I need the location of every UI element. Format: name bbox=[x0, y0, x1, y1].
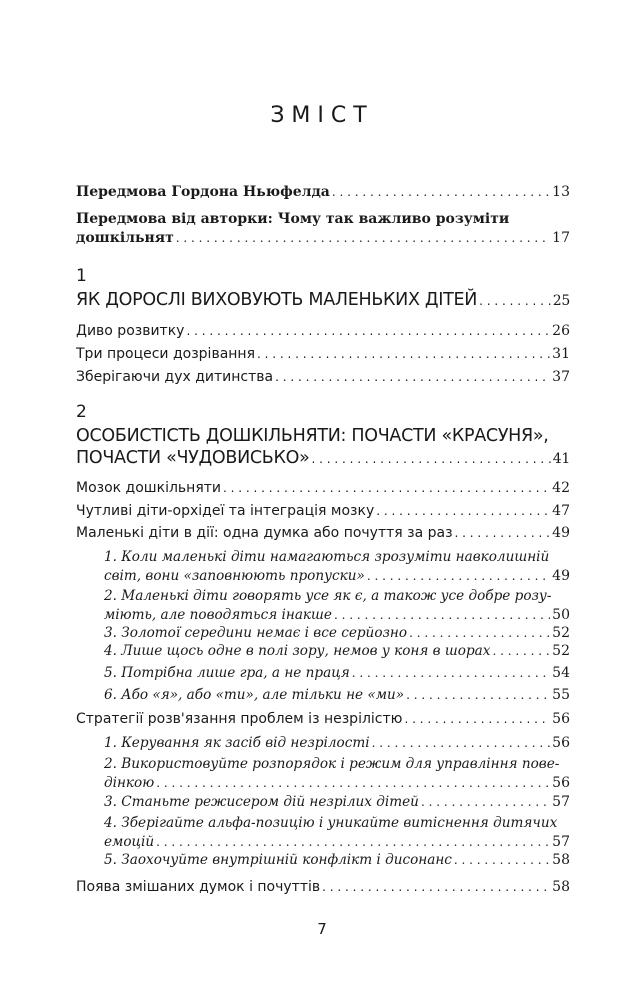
toc-page-number: 52 bbox=[552, 643, 570, 659]
toc-entry-title: Передмова Гордона Ньюфелда bbox=[76, 184, 330, 200]
dot-leader bbox=[275, 368, 550, 387]
dot-leader bbox=[176, 229, 550, 248]
dot-leader bbox=[322, 878, 550, 897]
toc-entry-title: 1. Коли маленькі діти намагаються зрозуміти навколишній bbox=[104, 549, 550, 565]
toc-page-number: 57 bbox=[552, 834, 570, 850]
page-number: 7 bbox=[317, 920, 327, 938]
dot-leader bbox=[156, 774, 550, 793]
dot-leader bbox=[479, 290, 551, 312]
toc-entry bbox=[76, 345, 570, 364]
toc-subentry bbox=[104, 755, 570, 793]
toc-subentry bbox=[104, 624, 570, 643]
toc-entry-title-cont: дінкою bbox=[104, 775, 155, 791]
toc-entry bbox=[76, 878, 570, 897]
toc-entry bbox=[76, 368, 570, 387]
toc-page-number: 50 bbox=[552, 607, 570, 623]
toc-page-number: 58 bbox=[552, 879, 570, 895]
toc-entry bbox=[76, 322, 570, 341]
dot-leader bbox=[156, 833, 550, 852]
dot-leader bbox=[404, 710, 550, 729]
toc-entry-title: 5. Заохочуйте внутрішній конфлікт і дисонанс bbox=[104, 852, 452, 868]
toc-entry-title: ЯК ДОРОСЛІ ВИХОВУЮТЬ МАЛЕНЬКИХ ДІТЕЙ bbox=[76, 290, 478, 310]
toc-page-number: 49 bbox=[552, 525, 570, 541]
toc-page-number: 47 bbox=[552, 503, 570, 519]
part-number: 2 bbox=[76, 402, 87, 422]
toc-entry-title: Чутливі діти-орхідеї та інтеграція мозку bbox=[76, 503, 375, 519]
dot-leader bbox=[332, 183, 550, 202]
toc-entry-title-cont: світ, вони «заповнюють пропуски» bbox=[104, 568, 365, 584]
toc-entry bbox=[76, 210, 570, 248]
toc-entry bbox=[76, 183, 570, 202]
toc-entry-title: Стратегії розв'язання проблем із незрілістю bbox=[76, 711, 403, 727]
toc-page-number: 54 bbox=[552, 665, 570, 681]
toc-entry-title-cont: ПОЧАСТИ «ЧУДОВИСЬКО» bbox=[76, 448, 310, 468]
toc-entry-title: 4. Лише щось одне в полі зору, немов у коня в шорах bbox=[104, 643, 491, 659]
toc-subentry bbox=[104, 734, 570, 753]
toc-entry-title: 1. Керування як засіб від незрілості bbox=[104, 735, 370, 751]
toc-entry bbox=[76, 710, 570, 729]
toc-page-number: 31 bbox=[552, 346, 570, 362]
toc-entry-title: Три процеси дозрівання bbox=[76, 346, 256, 362]
toc-entry-title: ОСОБИСТІСТЬ ДОШКІЛЬНЯТИ: ПОЧАСТИ «КРАСУНЯ», bbox=[76, 426, 549, 446]
part-heading bbox=[76, 425, 570, 470]
dot-leader bbox=[257, 345, 550, 364]
toc-page-number: 42 bbox=[552, 480, 570, 496]
toc-page-number: 56 bbox=[552, 775, 570, 791]
part-number: 1 bbox=[76, 266, 87, 286]
toc-page-number: 49 bbox=[552, 568, 570, 584]
toc-entry-title: 3. Станьте режисером дій незрілих дітей bbox=[104, 794, 419, 810]
toc-entry-title: Мозок дошкільняти bbox=[76, 480, 221, 496]
toc-page-number: 37 bbox=[552, 369, 570, 385]
toc-entry-title-cont: міють, але поводяться інакше bbox=[104, 607, 332, 623]
part-heading bbox=[76, 289, 570, 312]
dot-leader bbox=[223, 479, 550, 498]
toc-entry-title: 5. Потрібна лише гра, а не праця bbox=[104, 665, 350, 681]
dot-leader bbox=[455, 524, 551, 543]
toc-page-number: 56 bbox=[552, 735, 570, 751]
toc-entry-title: Поява змішаних думок і почуттів bbox=[76, 879, 321, 895]
toc-page-number: 52 bbox=[552, 625, 570, 641]
toc-entry-title: Зберігаючи дух дитинства bbox=[76, 369, 274, 385]
dot-leader bbox=[454, 851, 550, 870]
toc-page-number: 41 bbox=[552, 451, 570, 467]
dot-leader bbox=[421, 793, 550, 812]
toc-entry-title: 6. Або «я», або «ти», але тільки не «ми» bbox=[104, 687, 405, 703]
toc-subentry bbox=[104, 851, 570, 870]
toc-subentry bbox=[104, 686, 570, 705]
dot-leader bbox=[367, 567, 550, 586]
toc-entry-title: 2. Використовуйте розпорядок і режим для управління пове- bbox=[104, 756, 560, 772]
toc-page-number: 25 bbox=[552, 293, 570, 309]
toc-entry-title: 3. Золотої середини немає і все серйозно bbox=[104, 625, 408, 641]
toc-subentry bbox=[104, 664, 570, 683]
toc-entry bbox=[76, 502, 570, 521]
dot-leader bbox=[352, 664, 550, 683]
toc-entry-title: Маленькі діти в дії: одна думка або почуття за раз bbox=[76, 525, 453, 541]
dot-leader bbox=[312, 448, 551, 470]
toc-subentry bbox=[104, 587, 570, 625]
toc-page-number: 26 bbox=[552, 323, 570, 339]
toc-entry-title: Диво розвитку bbox=[76, 323, 185, 339]
dot-leader bbox=[334, 606, 550, 625]
toc-page-number: 55 bbox=[552, 687, 570, 703]
dot-leader bbox=[406, 686, 550, 705]
toc-subentry bbox=[104, 642, 570, 661]
toc-page-number: 58 bbox=[552, 852, 570, 868]
toc-page-number: 56 bbox=[552, 711, 570, 727]
toc-entry-title: 2. Маленькі діти говорять усе як є, а також усе добре розу- bbox=[104, 588, 552, 604]
toc-page-number: 13 bbox=[552, 184, 570, 200]
dot-leader bbox=[372, 734, 551, 753]
dot-leader bbox=[492, 642, 550, 661]
dot-leader bbox=[186, 322, 550, 341]
toc-entry bbox=[76, 479, 570, 498]
toc-subentry bbox=[104, 814, 570, 852]
toc-entry-title: Передмова від авторки: Чому так важливо розуміти bbox=[76, 211, 510, 227]
toc-entry-title: 4. Зберігайте альфа-позицію і уникайте витіснення дитячих bbox=[104, 815, 558, 831]
dot-leader bbox=[376, 502, 550, 521]
toc-subentry bbox=[104, 793, 570, 812]
toc-subentry bbox=[104, 548, 570, 586]
dot-leader bbox=[409, 624, 550, 643]
page-title: ЗМІСТ bbox=[270, 103, 374, 128]
toc-entry-title-cont: дошкільнят bbox=[76, 230, 174, 246]
toc-entry bbox=[76, 524, 570, 543]
toc-page-number: 57 bbox=[552, 794, 570, 810]
toc-entry-title-cont: емоцій bbox=[104, 834, 155, 850]
toc-page-number: 17 bbox=[552, 230, 570, 246]
